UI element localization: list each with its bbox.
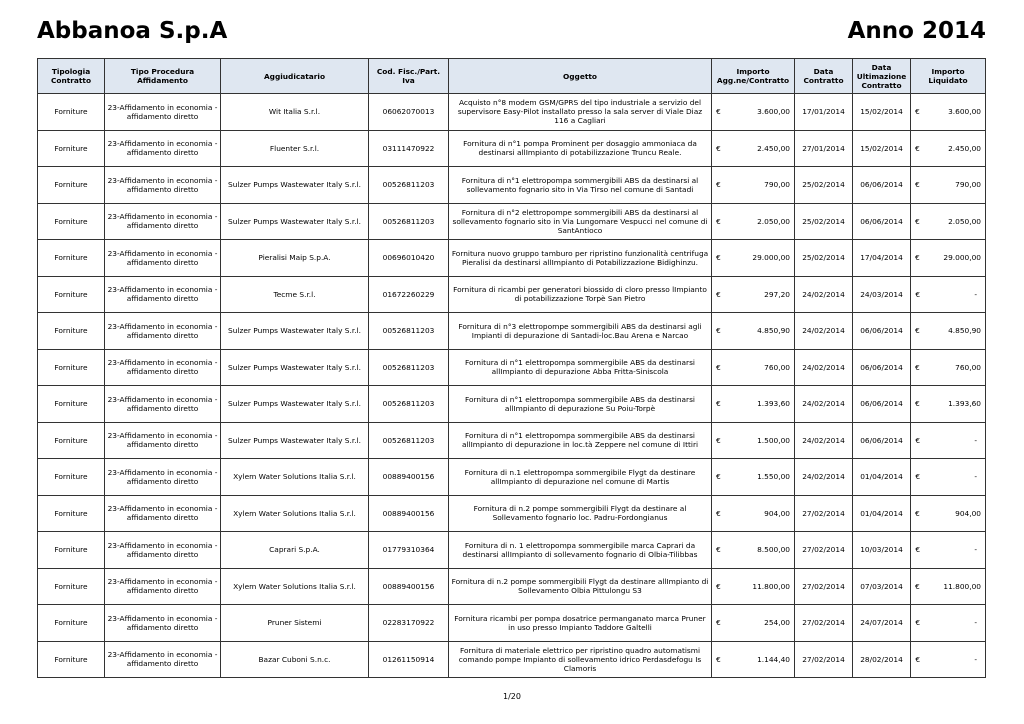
cell-codfisc: 00696010420 <box>369 240 449 277</box>
cell-liquidato: 760,00 <box>925 349 986 386</box>
cell-liquidato-currency: € <box>911 167 925 204</box>
cell-importo-currency: € <box>712 459 726 496</box>
cell-tipologia: Forniture <box>38 203 105 240</box>
cell-data-ultimazione: 15/02/2014 <box>853 94 911 131</box>
cell-data-ultimazione: 06/06/2014 <box>853 422 911 459</box>
cell-oggetto: Fornitura di n.1 elettropompa sommergibile Flygt da destinare allImpianto di depurazione nel comune di Martis <box>449 459 712 496</box>
cell-aggiudicatario: Bazar Cuboni S.n.c. <box>221 641 369 678</box>
cell-data-ultimazione: 17/04/2014 <box>853 240 911 277</box>
cell-tipologia: Forniture <box>38 605 105 642</box>
cell-codfisc: 00526811203 <box>369 167 449 204</box>
table-row <box>38 203 986 240</box>
cell-liquidato-currency: € <box>911 605 925 642</box>
cell-data: 24/02/2014 <box>795 349 853 386</box>
table-row <box>38 495 986 532</box>
cell-oggetto: Fornitura di n°2 elettropompe sommergibili ABS da destinarsi al sollevamento fognario sito in Via Lungomare Vespucci nel comune di SantAntioco <box>449 203 712 240</box>
cell-tipologia: Forniture <box>38 276 105 313</box>
cell-oggetto: Acquisto n°8 modem GSM/GPRS del tipo industriale a servizio del supervisore Easy-Pilot installato presso la sala server di Viale Diaz 116 a Cagliari <box>449 94 712 131</box>
cell-data: 24/02/2014 <box>795 276 853 313</box>
cell-data: 17/01/2014 <box>795 94 853 131</box>
cell-liquidato-currency: € <box>911 495 925 532</box>
cell-importo: 1.144,40 <box>726 641 795 678</box>
cell-data-ultimazione: 06/06/2014 <box>853 167 911 204</box>
table-row <box>38 167 986 204</box>
contracts-table <box>37 58 986 678</box>
cell-codfisc: 00526811203 <box>369 349 449 386</box>
table-row <box>38 130 986 167</box>
cell-data: 24/02/2014 <box>795 313 853 350</box>
cell-procedura: 23-Affidamento in economia - affidamento diretto <box>105 240 221 277</box>
cell-oggetto: Fornitura di materiale elettrico per ripristino quadro automatismi comando pompe Impianto di sollevamento idrico Perdasdefogu Is Clamoris <box>449 641 712 678</box>
cell-data: 27/02/2014 <box>795 568 853 605</box>
cell-oggetto: Fornitura di n.2 pompe sommergibili Flygt da destinare allImpianto di Sollevamento Olbia Pittulongu S3 <box>449 568 712 605</box>
cell-tipologia: Forniture <box>38 386 105 423</box>
cell-procedura: 23-Affidamento in economia - affidamento diretto <box>105 422 221 459</box>
cell-importo: 254,00 <box>726 605 795 642</box>
cell-importo-currency: € <box>712 349 726 386</box>
cell-data-ultimazione: 06/06/2014 <box>853 349 911 386</box>
cell-importo: 904,00 <box>726 495 795 532</box>
cell-liquidato-currency: € <box>911 240 925 277</box>
table-row <box>38 641 986 678</box>
cell-liquidato-currency: € <box>911 313 925 350</box>
cell-procedura: 23-Affidamento in economia - affidamento diretto <box>105 167 221 204</box>
cell-procedura: 23-Affidamento in economia - affidamento diretto <box>105 641 221 678</box>
cell-procedura: 23-Affidamento in economia - affidamento diretto <box>105 605 221 642</box>
col-header-data: Data Contratto <box>795 59 853 94</box>
cell-tipologia: Forniture <box>38 422 105 459</box>
cell-data: 24/02/2014 <box>795 422 853 459</box>
cell-liquidato: 904,00 <box>925 495 986 532</box>
table-row <box>38 240 986 277</box>
cell-codfisc: 02283170922 <box>369 605 449 642</box>
cell-codfisc: 00526811203 <box>369 422 449 459</box>
cell-data: 27/02/2014 <box>795 605 853 642</box>
cell-importo-currency: € <box>712 641 726 678</box>
cell-liquidato-currency: € <box>911 459 925 496</box>
cell-importo-currency: € <box>712 130 726 167</box>
cell-codfisc: 06062070013 <box>369 94 449 131</box>
cell-procedura: 23-Affidamento in economia - affidamento diretto <box>105 459 221 496</box>
cell-liquidato-currency: € <box>911 386 925 423</box>
cell-codfisc: 01261150914 <box>369 641 449 678</box>
cell-data: 27/02/2014 <box>795 641 853 678</box>
cell-codfisc: 00526811203 <box>369 386 449 423</box>
cell-data-ultimazione: 06/06/2014 <box>853 386 911 423</box>
cell-importo-currency: € <box>712 240 726 277</box>
cell-procedura: 23-Affidamento in economia - affidamento diretto <box>105 313 221 350</box>
cell-data-ultimazione: 06/06/2014 <box>853 203 911 240</box>
col-header-tipologia: Tipologia Contratto <box>38 59 105 94</box>
cell-procedura: 23-Affidamento in economia - affidamento diretto <box>105 568 221 605</box>
cell-aggiudicatario: Sulzer Pumps Wastewater Italy S.r.l. <box>221 167 369 204</box>
cell-tipologia: Forniture <box>38 240 105 277</box>
cell-oggetto: Fornitura di n°1 elettropompa sommergibile ABS da destinarsi allImpianto di depurazione in loc.tà Zeppere nel comune di Ittiri <box>449 422 712 459</box>
cell-procedura: 23-Affidamento in economia - affidamento diretto <box>105 532 221 569</box>
cell-codfisc: 00889400156 <box>369 459 449 496</box>
cell-importo: 790,00 <box>726 167 795 204</box>
cell-aggiudicatario: Sulzer Pumps Wastewater Italy S.r.l. <box>221 422 369 459</box>
cell-tipologia: Forniture <box>38 349 105 386</box>
cell-liquidato: - <box>925 641 986 678</box>
cell-data-ultimazione: 01/04/2014 <box>853 495 911 532</box>
cell-liquidato: 2.450,00 <box>925 130 986 167</box>
cell-data: 25/02/2014 <box>795 240 853 277</box>
cell-tipologia: Forniture <box>38 532 105 569</box>
cell-importo-currency: € <box>712 495 726 532</box>
cell-tipologia: Forniture <box>38 495 105 532</box>
cell-importo: 1.550,00 <box>726 459 795 496</box>
cell-procedura: 23-Affidamento in economia - affidamento diretto <box>105 94 221 131</box>
cell-importo: 2.450,00 <box>726 130 795 167</box>
cell-data: 27/02/2014 <box>795 495 853 532</box>
cell-tipologia: Forniture <box>38 641 105 678</box>
cell-importo: 3.600,00 <box>726 94 795 131</box>
table-row <box>38 94 986 131</box>
cell-procedura: 23-Affidamento in economia - affidamento diretto <box>105 349 221 386</box>
cell-data: 24/02/2014 <box>795 386 853 423</box>
table-row <box>38 532 986 569</box>
cell-aggiudicatario: Xylem Water Solutions Italia S.r.l. <box>221 568 369 605</box>
cell-oggetto: Fornitura di n°1 elettropompa sommergibile ABS da destinarsi allImpianto di depurazione Su Poiu-Torpè <box>449 386 712 423</box>
cell-liquidato: 790,00 <box>925 167 986 204</box>
cell-oggetto: Fornitura di n.2 pompe sommergibili Flygt da destinare al Sollevamento fognario loc. Padru-Fordongianus <box>449 495 712 532</box>
cell-procedura: 23-Affidamento in economia - affidamento diretto <box>105 130 221 167</box>
cell-aggiudicatario: Tecme S.r.l. <box>221 276 369 313</box>
cell-liquidato-currency: € <box>911 532 925 569</box>
cell-oggetto: Fornitura di n°1 elettropompa sommergibili ABS da destinarsi al sollevamento fognario sito in Via Tirso nel comune di Santadi <box>449 167 712 204</box>
cell-oggetto: Fornitura di n°1 elettropompa sommergibile ABS da destinarsi allImpianto di depurazione Abba Fritta-Siniscola <box>449 349 712 386</box>
col-header-procedura: Tipo Procedura Affidamento <box>105 59 221 94</box>
cell-liquidato: - <box>925 422 986 459</box>
cell-procedura: 23-Affidamento in economia - affidamento diretto <box>105 495 221 532</box>
cell-importo: 1.500,00 <box>726 422 795 459</box>
cell-liquidato: 3.600,00 <box>925 94 986 131</box>
cell-data-ultimazione: 01/04/2014 <box>853 459 911 496</box>
cell-codfisc: 00526811203 <box>369 313 449 350</box>
cell-data-ultimazione: 28/02/2014 <box>853 641 911 678</box>
cell-liquidato-currency: € <box>911 568 925 605</box>
col-header-data-ultimazione: Data Ultimazione Contratto <box>853 59 911 94</box>
cell-importo-currency: € <box>712 276 726 313</box>
cell-tipologia: Forniture <box>38 167 105 204</box>
cell-liquidato: - <box>925 605 986 642</box>
cell-aggiudicatario: Sulzer Pumps Wastewater Italy S.r.l. <box>221 313 369 350</box>
cell-codfisc: 01672260229 <box>369 276 449 313</box>
cell-importo: 8.500,00 <box>726 532 795 569</box>
cell-liquidato-currency: € <box>911 94 925 131</box>
cell-procedura: 23-Affidamento in economia - affidamento diretto <box>105 203 221 240</box>
cell-oggetto: Fornitura di n°1 pompa Prominent per dosaggio ammoniaca da destinarsi allImpianto di potabilizzazione Truncu Reale. <box>449 130 712 167</box>
cell-aggiudicatario: Fluenter S.r.l. <box>221 130 369 167</box>
table-row <box>38 422 986 459</box>
cell-liquidato-currency: € <box>911 422 925 459</box>
cell-data: 27/02/2014 <box>795 532 853 569</box>
cell-aggiudicatario: Sulzer Pumps Wastewater Italy S.r.l. <box>221 203 369 240</box>
cell-aggiudicatario: Pruner Sistemi <box>221 605 369 642</box>
cell-tipologia: Forniture <box>38 94 105 131</box>
cell-importo: 11.800,00 <box>726 568 795 605</box>
cell-tipologia: Forniture <box>38 130 105 167</box>
cell-liquidato: 11.800,00 <box>925 568 986 605</box>
col-header-liquidato: Importo Liquidato <box>911 59 986 94</box>
cell-importo-currency: € <box>712 605 726 642</box>
cell-data: 24/02/2014 <box>795 459 853 496</box>
cell-codfisc: 03111470922 <box>369 130 449 167</box>
cell-aggiudicatario: Sulzer Pumps Wastewater Italy S.r.l. <box>221 386 369 423</box>
cell-liquidato: 29.000,00 <box>925 240 986 277</box>
col-header-aggiudicatario: Aggiudicatario <box>221 59 369 94</box>
cell-codfisc: 00889400156 <box>369 568 449 605</box>
cell-data-ultimazione: 24/07/2014 <box>853 605 911 642</box>
cell-data-ultimazione: 06/06/2014 <box>853 313 911 350</box>
cell-data-ultimazione: 15/02/2014 <box>853 130 911 167</box>
cell-codfisc: 00889400156 <box>369 495 449 532</box>
cell-importo-currency: € <box>712 568 726 605</box>
cell-aggiudicatario: Pieralisi Maip S.p.A. <box>221 240 369 277</box>
cell-data-ultimazione: 10/03/2014 <box>853 532 911 569</box>
cell-liquidato-currency: € <box>911 349 925 386</box>
cell-liquidato-currency: € <box>911 276 925 313</box>
cell-procedura: 23-Affidamento in economia - affidamento diretto <box>105 386 221 423</box>
table-row <box>38 349 986 386</box>
cell-liquidato: - <box>925 532 986 569</box>
cell-tipologia: Forniture <box>38 313 105 350</box>
table-row <box>38 313 986 350</box>
year-title: Anno 2014 <box>847 18 986 44</box>
cell-importo-currency: € <box>712 422 726 459</box>
cell-oggetto: Fornitura di n. 1 elettropompa sommergibile marca Caprari da destinarsi allImpianto di sollevamento fognario di Olbia-Tilibbas <box>449 532 712 569</box>
cell-liquidato-currency: € <box>911 130 925 167</box>
col-header-oggetto: Oggetto <box>449 59 712 94</box>
cell-liquidato: 2.050,00 <box>925 203 986 240</box>
cell-liquidato: 4.850,90 <box>925 313 986 350</box>
page-number: 1/20 <box>503 692 521 701</box>
cell-oggetto: Fornitura di ricambi per generatori biossido di cloro presso lImpianto di potabilizzazione Torpè San Pietro <box>449 276 712 313</box>
cell-importo-currency: € <box>712 203 726 240</box>
cell-data-ultimazione: 24/03/2014 <box>853 276 911 313</box>
table-row <box>38 459 986 496</box>
table-header-row <box>38 59 986 94</box>
cell-procedura: 23-Affidamento in economia - affidamento diretto <box>105 276 221 313</box>
cell-liquidato-currency: € <box>911 641 925 678</box>
cell-importo: 760,00 <box>726 349 795 386</box>
cell-oggetto: Fornitura nuovo gruppo tamburo per ripristino funzionalità centrifuga Pieralisi da destinarsi allImpianto di Potabilizzazione Bidighinzu. <box>449 240 712 277</box>
cell-importo: 2.050,00 <box>726 203 795 240</box>
table-row <box>38 276 986 313</box>
cell-aggiudicatario: Sulzer Pumps Wastewater Italy S.r.l. <box>221 349 369 386</box>
cell-data: 25/02/2014 <box>795 167 853 204</box>
cell-importo-currency: € <box>712 386 726 423</box>
table-row <box>38 568 986 605</box>
cell-liquidato: - <box>925 276 986 313</box>
cell-importo: 297,20 <box>726 276 795 313</box>
cell-importo-currency: € <box>712 313 726 350</box>
cell-aggiudicatario: Caprari S.p.A. <box>221 532 369 569</box>
cell-importo-currency: € <box>712 532 726 569</box>
cell-data: 25/02/2014 <box>795 203 853 240</box>
company-title: Abbanoa S.p.A <box>37 18 228 44</box>
cell-importo: 1.393,60 <box>726 386 795 423</box>
cell-importo-currency: € <box>712 167 726 204</box>
cell-liquidato-currency: € <box>911 203 925 240</box>
col-header-codfisc: Cod. Fisc./Part. Iva <box>369 59 449 94</box>
cell-aggiudicatario: Wit Italia S.r.l. <box>221 94 369 131</box>
table-row <box>38 605 986 642</box>
cell-liquidato: - <box>925 459 986 496</box>
cell-tipologia: Forniture <box>38 459 105 496</box>
cell-data: 27/01/2014 <box>795 130 853 167</box>
cell-data-ultimazione: 07/03/2014 <box>853 568 911 605</box>
cell-oggetto: Fornitura di n°3 elettropompe sommergibili ABS da destinarsi agli Impianti di depurazione di Santadi-loc.Bau Arena e Narcao <box>449 313 712 350</box>
cell-codfisc: 01779310364 <box>369 532 449 569</box>
cell-aggiudicatario: Xylem Water Solutions Italia S.r.l. <box>221 495 369 532</box>
cell-importo: 4.850,90 <box>726 313 795 350</box>
cell-importo-currency: € <box>712 94 726 131</box>
cell-aggiudicatario: Xylem Water Solutions Italia S.r.l. <box>221 459 369 496</box>
cell-oggetto: Fornitura ricambi per pompa dosatrice permanganato marca Pruner in uso presso Impianto Taddore Galtelli <box>449 605 712 642</box>
cell-liquidato: 1.393,60 <box>925 386 986 423</box>
cell-importo: 29.000,00 <box>726 240 795 277</box>
table-row <box>38 386 986 423</box>
cell-tipologia: Forniture <box>38 568 105 605</box>
cell-codfisc: 00526811203 <box>369 203 449 240</box>
col-header-importo: Importo Agg.ne/Contratto <box>712 59 795 94</box>
